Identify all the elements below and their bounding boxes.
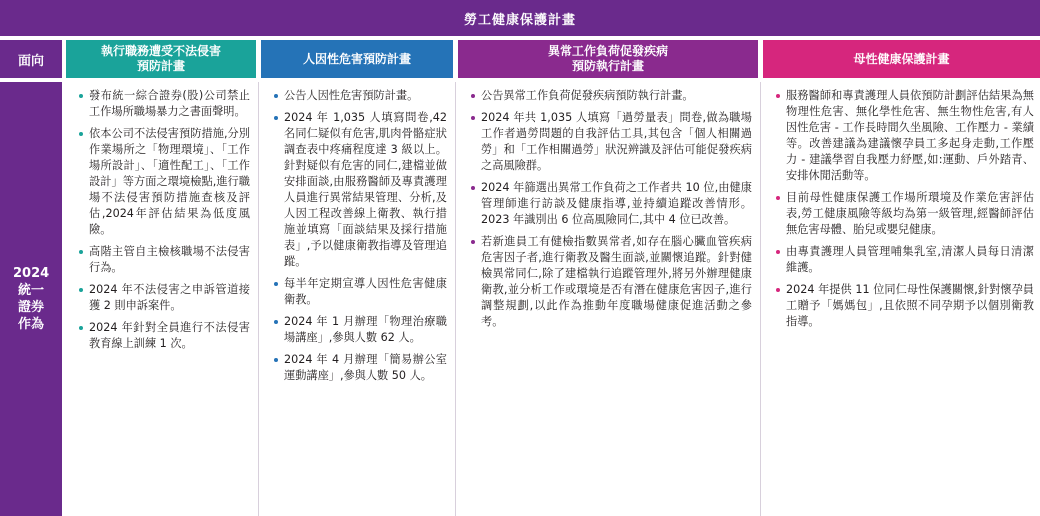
- column-body: [261, 82, 453, 516]
- bullet-icon: [274, 320, 278, 324]
- bullet-list: [79, 88, 250, 352]
- bullet-icon: [274, 116, 278, 120]
- bullet-icon: [79, 94, 83, 98]
- bullet-icon: [79, 288, 83, 292]
- list-item: 發布統一綜合證券(股)公司禁止工作場所職場暴力之書面聲明。: [79, 88, 250, 120]
- row-label-line: 2024: [13, 266, 50, 281]
- list-item: 公告異常工作負荷促發疾病預防執行計畫。: [471, 88, 752, 104]
- row-header-label: 面向: [0, 40, 62, 78]
- list-item: 依本公司不法侵害預防措施,分別作業場所之「物理環境」、「工作場所設計」、「適性配工」、「工作設計」等方面之環境檢點,進行職場不法侵害預防措施查核及評估,2024年評估結果為低度風險。: [79, 126, 250, 238]
- column-title-line: 人因性危害預防計畫: [302, 51, 411, 66]
- row-label-line: 作為: [17, 317, 44, 332]
- list-item: 高階主管自主檢核職場不法侵害行為。: [79, 244, 250, 276]
- column-ergonomic-hazard: [261, 40, 453, 516]
- column-title-line: 母性健康保護計畫: [853, 51, 950, 66]
- bullet-list: [471, 88, 752, 330]
- list-item: 2024 年篩選出異常工作負荷之工作者共 10 位,由健康管理師進行訪談及健康指導,並持續追蹤改善情形。2023 年識別出 6 位高風險同仁,其中 4 位已改善。: [471, 180, 752, 228]
- bullet-list: [776, 88, 1034, 330]
- column-overwork-prevention: [458, 40, 758, 516]
- list-item: 2024 年 4 月辦理「簡易辦公室運動講座」,參與人數 50 人。: [274, 352, 447, 384]
- bullet-icon: [471, 186, 475, 190]
- column-divider: [258, 82, 259, 516]
- column-maternal-health: [763, 40, 1040, 516]
- bullet-icon: [471, 116, 475, 120]
- list-item: 2024 年 1,035 人填寫問卷,42 名同仁疑似有危害,肌肉骨骼症狀調查表中疼痛程度達 3 級以上。針對疑似有危害的同仁,建檔並做安排面談,由服務醫師及專責護理人員進行異常結果管理、分析,及人因工程改善線上衛教、執行措施並填寫「面談結果及採行措施表」,予以健康衛教指導及管理追蹤。: [274, 110, 447, 270]
- bullet-icon: [79, 132, 83, 136]
- column-header: [458, 40, 758, 78]
- column-title-line: 預防計畫: [136, 59, 185, 73]
- column-title-line: 執行職務遭受不法侵害: [100, 44, 221, 58]
- row-label-line: 證券: [17, 300, 44, 315]
- bullet-icon: [776, 196, 780, 200]
- bullet-icon: [776, 94, 780, 98]
- list-item: 2024 年提供 11 位同仁母性保護關懷,針對懷孕員工贈予「媽媽包」,且依照不同孕期予以個別衛教指導。: [776, 282, 1034, 330]
- column-title-line: 異常工作負荷促發疾病: [547, 44, 668, 58]
- page-title: 勞工健康保護計畫: [0, 0, 1040, 36]
- column-header: [261, 40, 453, 78]
- column-header: [66, 40, 256, 78]
- list-item: 服務醫師和專責護理人員依預防計劃評估結果為無物理性危害、無化學性危害、無生物性危害,有人因性危害 - 工作長時間久坐風險、工作壓力 - 業績等。改善建議為建議懷孕員工多起身走動,工作壓力 - 建議學習自我壓力紓壓,如:運動、戶外踏青、安排休閒活動等。: [776, 88, 1034, 184]
- bullet-icon: [274, 282, 278, 286]
- list-item: 2024 年 1 月辦理「物理治療職場講座」,參與人數 62 人。: [274, 314, 447, 346]
- list-item: 若新進員工有健檢指數異常者,如存在腦心臟血管疾病危害因子者,進行衛教及醫生面談,並關懷追蹤。針對健檢異常同仁,除了建檔執行追蹤管理外,將另外辦理健康衛教,並分析工作或環境是否有潛在健康危害因子,進行調整規劃,以此作為推動年度職場健康促進活動之參考。: [471, 234, 752, 330]
- list-item: 由專責護理人員管理哺集乳室,清潔人員每日清潔維護。: [776, 244, 1034, 276]
- bullet-list: [274, 88, 447, 384]
- list-item: 每半年定期宣導人因性危害健康衛教。: [274, 276, 447, 308]
- column-workplace-violence: [66, 40, 256, 516]
- column-body: [763, 82, 1040, 516]
- row-label-line: 統一: [17, 283, 44, 298]
- row-label: [0, 82, 62, 516]
- column-header: [763, 40, 1040, 78]
- bullet-icon: [471, 240, 475, 244]
- bullet-icon: [274, 94, 278, 98]
- bullet-icon: [776, 250, 780, 254]
- list-item: 2024 年針對全員進行不法侵害教育線上訓練 1 次。: [79, 320, 250, 352]
- list-item: 目前母性健康保護工作場所環境及作業危害評估表,勞工健康風險等級均為第一級管理,經醫師評估無危害母體、胎兒或嬰兒健康。: [776, 190, 1034, 238]
- bullet-icon: [79, 326, 83, 330]
- list-item: 2024 年共 1,035 人填寫「過勞量表」問卷,做為職場工作者過勞問題的自我評估工具,其包含「個人相關過勞」和「工作相關過勞」狀況辨識及評估可能促發疾病之高風險群。: [471, 110, 752, 174]
- bullet-icon: [776, 288, 780, 292]
- column-body: [66, 82, 256, 516]
- column-divider: [455, 82, 456, 516]
- bullet-icon: [79, 250, 83, 254]
- list-item: 公告人因性危害預防計畫。: [274, 88, 447, 104]
- bullet-icon: [471, 94, 475, 98]
- column-title-line: 預防執行計畫: [571, 59, 644, 73]
- list-item: 2024 年不法侵害之申訴管道接獲 2 則申訴案件。: [79, 282, 250, 314]
- column-body: [458, 82, 758, 516]
- bullet-icon: [274, 358, 278, 362]
- column-divider: [760, 82, 761, 516]
